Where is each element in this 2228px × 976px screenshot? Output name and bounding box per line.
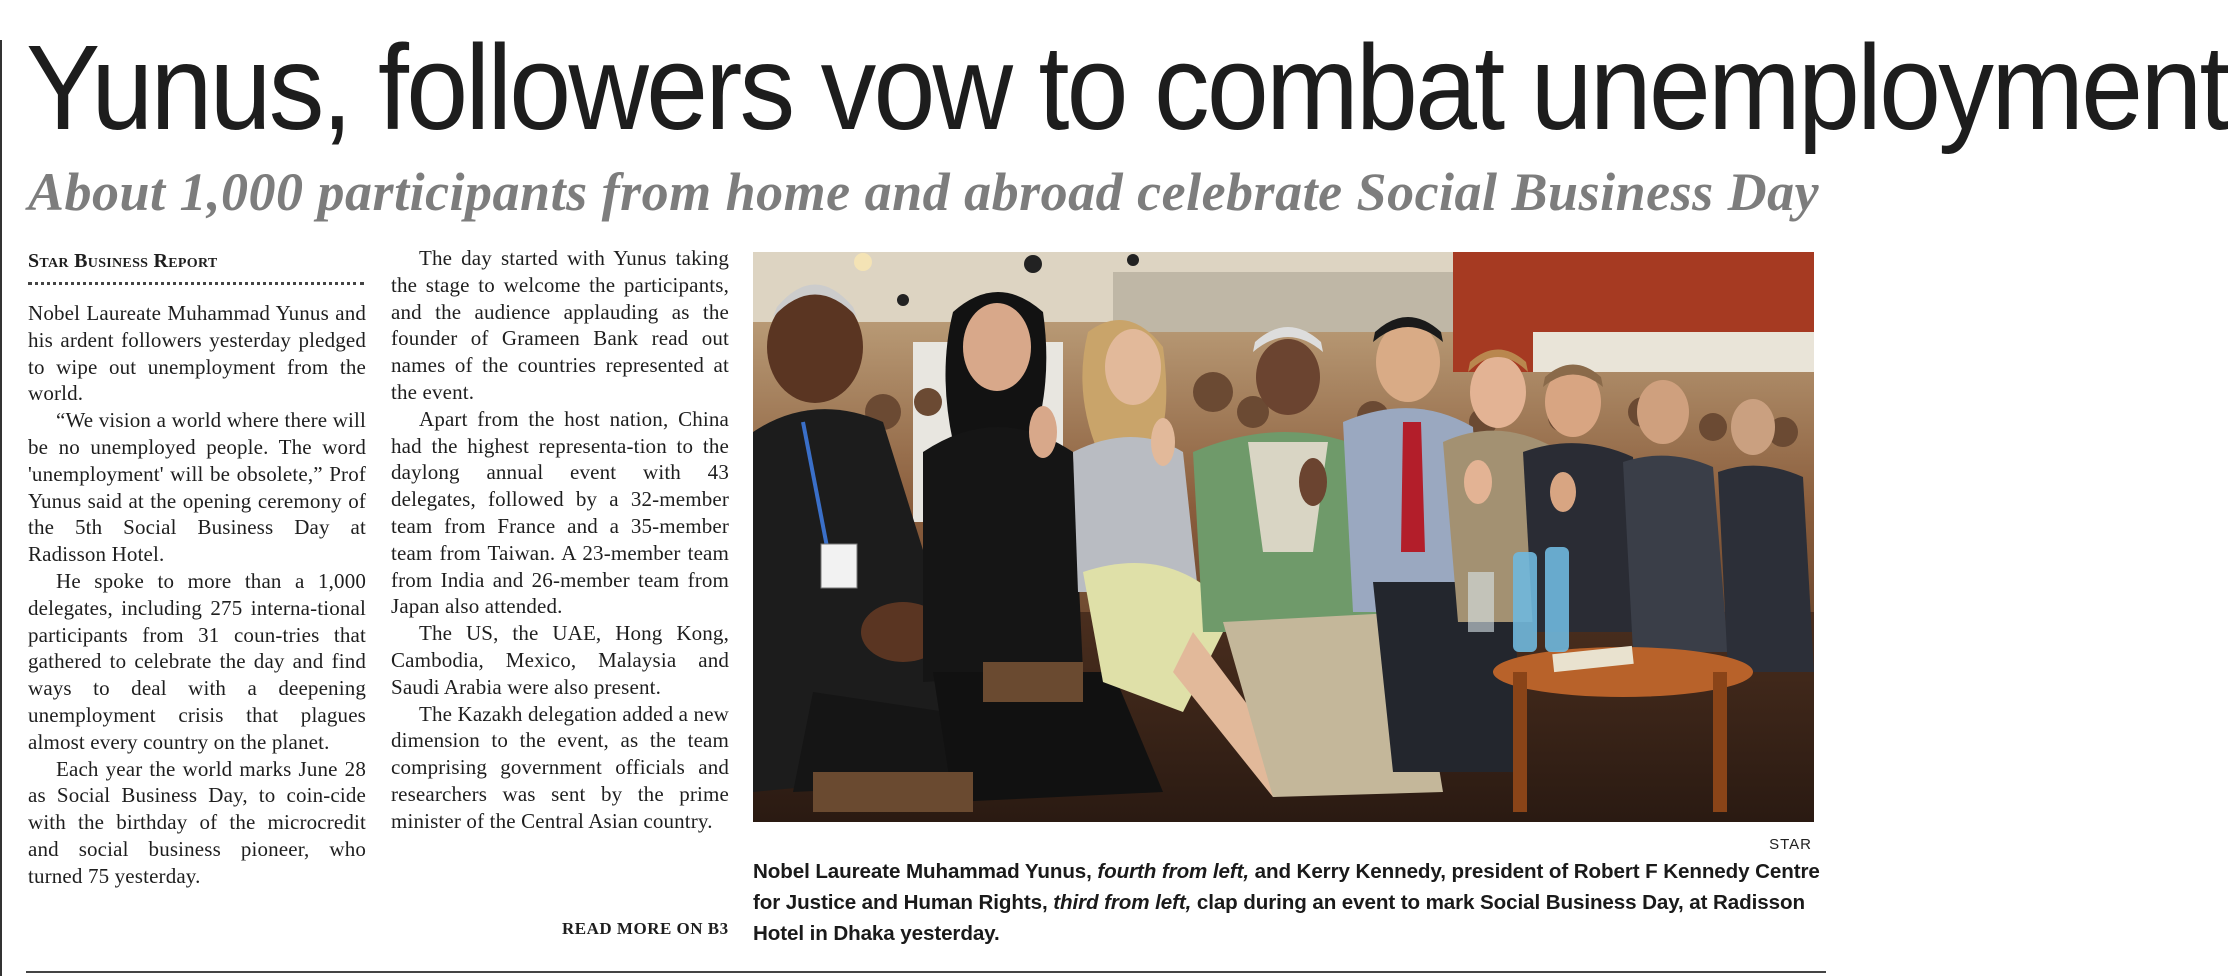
paragraph: Each year the world marks June 28 as Social Business Day, to coin-cide with the birthday of the microcredit and social business pioneer, who turned 75 yesterday. (28, 756, 366, 888)
article-column-2 (391, 245, 729, 835)
headline: Yunus, followers vow to combat unemployment (26, 19, 2228, 155)
bottom-rule (26, 971, 1826, 973)
photo-caption (753, 856, 1825, 949)
caption-emphasis: fourth from left, (1097, 860, 1249, 883)
byline-divider (28, 282, 364, 285)
subheadline: About 1,000 participants from home and abroad celebrate Social Business Day (28, 162, 1820, 222)
photo-credit: STAR (1769, 836, 1812, 853)
caption-emphasis: third from left, (1053, 891, 1192, 914)
event-photo (753, 252, 1814, 822)
paragraph: Apart from the host nation, China had the highest representa-tion to the daylong annual event with 43 delegates, followed by a 32-member team from France and a 35-member team from Taiwan. A 23-member team from India and 26-member team from Japan also attended. (391, 406, 729, 619)
paragraph: Nobel Laureate Muhammad Yunus and his ardent followers yesterday pledged to wipe out unemployment from the world. (28, 301, 366, 406)
paragraph: The Kazakh delegation added a new dimension to the event, as the team comprising government officials and researchers was sent by the prime minister of the Central Asian country. (391, 701, 729, 833)
paragraph: He spoke to more than a 1,000 delegates, including 275 interna-tional participants from 31 coun-tries that gathered to celebrate the day and find ways to deal with a deepening unemployment crisis that plagues almost every country on the planet. (28, 568, 366, 754)
caption-text: clap during an event to mark Social Business Day, at Radisson Hotel in Dhaka yesterday. (753, 891, 1805, 945)
byline: Star Business Report (28, 250, 218, 272)
read-more-link[interactable]: READ MORE ON B3 (562, 919, 729, 938)
paragraph: The US, the UAE, Hong Kong, Cambodia, Mexico, Malaysia and Saudi Arabia were also present. (391, 621, 729, 699)
paragraph: “We vision a world where there will be no unemployed people. The word 'unemployment' will be obsolete,” Prof Yunus said at the opening ceremony of the 5th Social Business Day at Radisson Hotel. (28, 408, 366, 567)
caption-text: Nobel Laureate Muhammad Yunus, (753, 860, 1098, 883)
paragraph: The day started with Yunus taking the stage to welcome the participants, and the audience applauding as the founder of Grameen Bank read out names of the countries represented at the event. (391, 246, 729, 404)
left-border-rule (0, 40, 2, 976)
article-column-1 (28, 300, 366, 890)
caption-text: and Kerry Kennedy, president of Robert F Kennedy Centre for Justice and Human Rights, (753, 860, 1820, 914)
